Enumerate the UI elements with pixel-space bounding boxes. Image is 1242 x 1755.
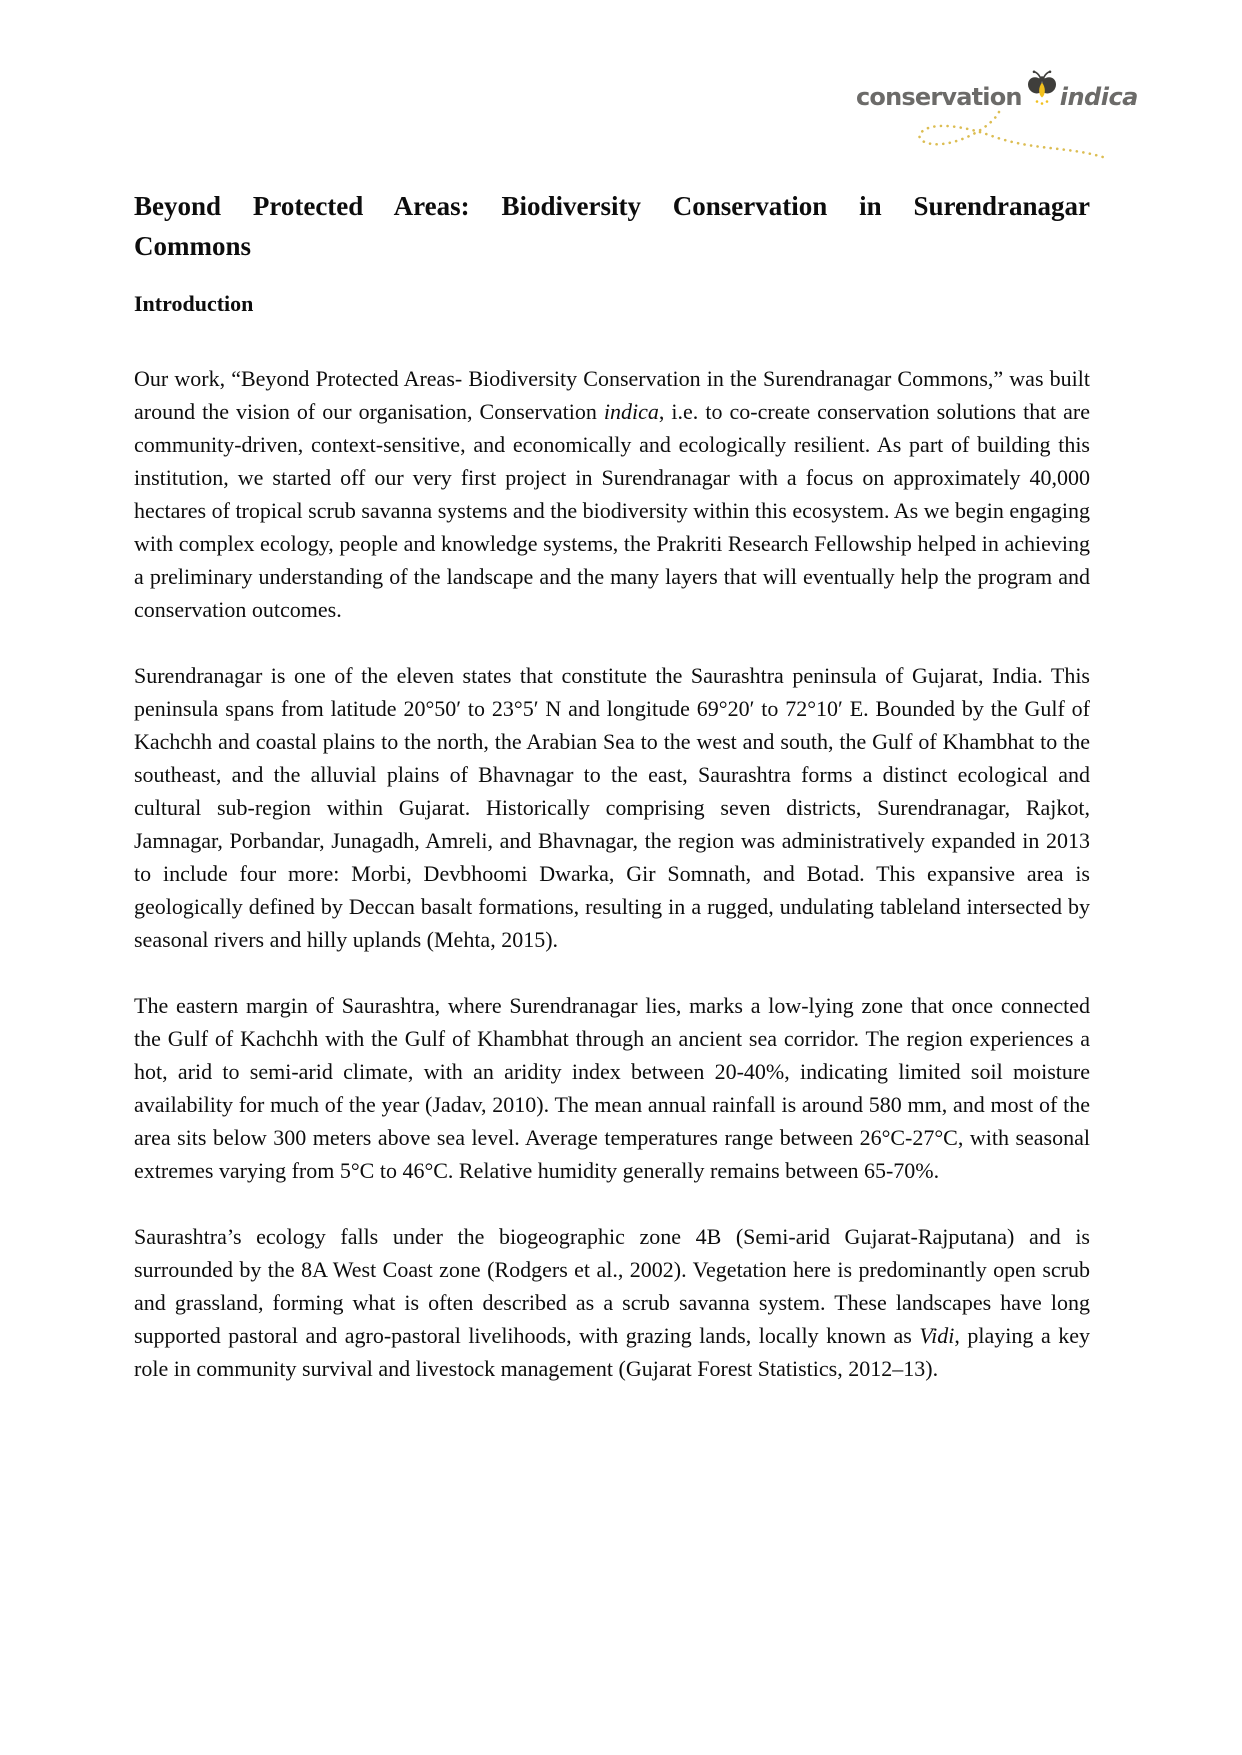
document-title-line-1: Beyond Protected Areas: Biodiversity Conservation in Surendranagar (134, 191, 1090, 221)
body-paragraph-4: Saurashtra’s ecology falls under the biogeographic zone 4B (Semi-arid Gujarat-Rajputana) and is surrounded by the 8A West Coast zone (Rodgers et al., 2002). Vegetation here is predominantly open scrub and grassland, forming what is often described as a scrub savanna system. These landscapes have long supported pastoral and agro-pastoral livelihoods, with grazing lands, locally known as Vidi, playing a key role in community survival and livestock management (Gujarat Forest Statistics, 2012–13). (134, 1224, 1090, 1381)
body-paragraph-1: Our work, “Beyond Protected Areas- Biodiversity Conservation in the Surendranagar Commons,” was built around the vision of our organisation, Conservation indica, i.e. to co-create conservation solutions that are community-driven, context-sensitive, and economically and ecologically resilient. As part of building this institution, we started off our very first project in Surendranagar with a focus on approximately 40,000 hectares of tropical scrub savanna systems and the biodiversity within this ecosystem. As we begin engaging with complex ecology, people and knowledge systems, the Prakriti Research Fellowship helped in achieving a preliminary understanding of the landscape and the many layers that will eventually help the program and conservation outcomes. (134, 366, 1090, 622)
section-heading-introduction: Introduction (134, 291, 254, 316)
document-title-line-2: Commons (134, 231, 252, 261)
document-title (134, 186, 1090, 266)
document-content (134, 0, 1090, 1418)
logo-word-conservation: conservation (856, 83, 1022, 111)
logo-word-indica: indica (1059, 83, 1138, 111)
body-paragraph-2: Surendranagar is one of the eleven states that constitute the Saurashtra peninsula of Gujarat, India. This peninsula spans from latitude 20°50′ to 23°5′ N and longitude 69°20′ to 72°10′ E. Bounded by the Gulf of Kachchh and coastal plains to the north, the Arabian Sea to the west and south, the Gulf of Khambhat to the southeast, and the alluvial plains of Bhavnagar to the east, Saurashtra forms a distinct ecological and cultural sub-region within Gujarat. Historically comprising seven districts, Surendranagar, Rajkot, Jamnagar, Porbandar, Junagadh, Amreli, and Bhavnagar, the region was administratively expanded in 2013 to include four more: Morbi, Devbhoomi Dwarka, Gir Somnath, and Botad. This expansive area is geologically defined by Deccan basalt formations, resulting in a rugged, undulating tableland intersected by seasonal rivers and hilly uplands (Mehta, 2015). (134, 663, 1090, 952)
body-paragraph-3: The eastern margin of Saurashtra, where Surendranagar lies, marks a low-lying zone that once connected the Gulf of Kachchh with the Gulf of Khambhat through an ancient sea corridor. The region experiences a hot, arid to semi-arid climate, with an aridity index between 20-40%, indicating limited soil moisture availability for much of the year (Jadav, 2010). The mean annual rainfall is around 580 mm, and most of the area sits below 300 meters above sea level. Average temperatures range between 26°C-27°C, with seasonal extremes varying from 5°C to 46°C. Relative humidity generally remains between 65-70%. (134, 993, 1090, 1183)
